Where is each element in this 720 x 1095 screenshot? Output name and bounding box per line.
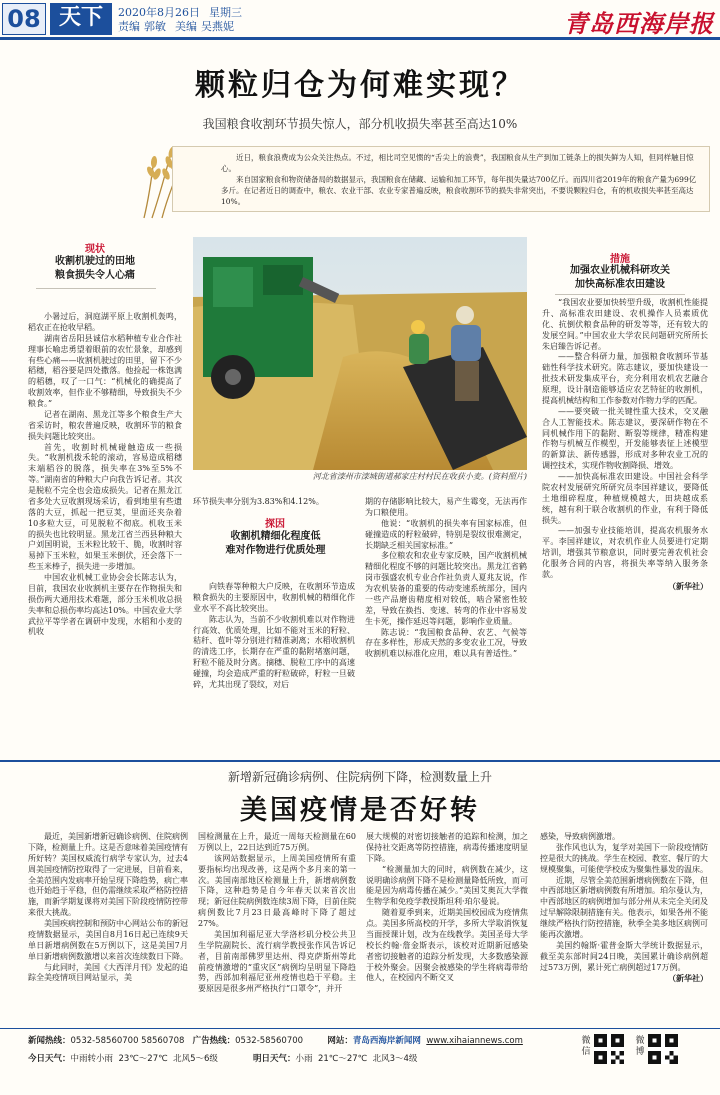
issue-date: 2020年8月26日 [118, 6, 200, 19]
label-status: 现状 [85, 244, 105, 255]
paragraph: ——整合科研力量，加强粮食收割环节基础性科学技术研究。陈志建议，要加快建设一批技术研发集成平台，充分利用农机农艺融合原理，设计制造能够适应农艺特征的收割机，提高机械结构和工作参数对作物力学的匹配。 [542, 352, 708, 405]
article2-kicker: 新增新冠确诊病例、住院病例下降，检测数量上升 [227, 770, 492, 784]
harvest-photo [193, 237, 527, 470]
left-heading-line: 收割机驶过的田地 [55, 256, 135, 267]
paragraph: 美国加利福尼亚大学洛杉矶分校公共卫生学院副院长、流行病学教授张作风告诉记者，目前南部佛罗里达州、得克萨斯州等此前疫情激增的“重灾区”病例均呈明显下降趋势，西部加利福尼亚州疫情也趋于平稳。主要原因是很多州严格执行“口罩令”，并开 [198, 929, 356, 994]
paragraph: 随着夏季到来，近期美国校园成为疫情焦点。美国多所高校的开学，多所大学取消恢复当面授课计划，改为在线教学。美国圣母大学校长约翰·詹金斯表示，该校对近期新冠感染者密切接触者的追踪分析发现，大多数感染源于校外聚会。因聚会被感染的学生将病毒带给他人，在校园内不断交叉 [366, 908, 528, 983]
page-number: 08 [2, 3, 46, 35]
left-section-heading [20, 255, 170, 282]
paragraph: 多位粮农和农业专家反映，国产收割机械精细化程度不够的问题比较突出。黑龙江省鹤岗市强盛农机专业合作社负责人夏兆友说，作为农机装备的重要的传动变速系统部分，国内一些产品磨齿精度相对较低，啮合紧密性较差，导致在换挡、变速、转弯的作业中容易发生卡死，操作延迟等问题，影响作业质量。 [365, 551, 527, 626]
divider [36, 288, 156, 289]
paragraph: 他说：“收割机的损失率有国家标准，但碰撞造成的籽粒破碎，特别是裂纹很难测定，长期缺乏相关国家标准。” [365, 518, 527, 550]
right-heading-line: 加快高标准农田建设 [575, 278, 665, 290]
designer-label: 美编 [175, 20, 197, 33]
website-url[interactable]: www.xihaiannews.com [426, 1036, 523, 1046]
news-hotline: 0532-58560700 58560708 [70, 1036, 185, 1046]
weibo-label: 微博 [635, 1036, 645, 1057]
ad-hotline: 0532-58560700 [235, 1036, 304, 1046]
paragraph: 小暑过后，洞庭湖平原上收割机轰鸣，稻农正在抢收早稻。 [28, 312, 182, 332]
paragraph: 美国疾病控制和预防中心网站公布的新冠疫情数据显示，美国自8月16日起已连续9天单日新增病例数在5万例以下，这是美国7月单日新增病例数激增以来首次连续数日下降。 [28, 919, 188, 961]
article2-title: 美国疫情是否好转 [240, 795, 480, 826]
photo-caption: 河北省滦州市滦城街道郝家庄村村民在收获小麦。(资料照片) [312, 472, 527, 481]
section-name: 天下 [50, 3, 112, 35]
editor-label: 责编 [118, 20, 140, 33]
designer-name: 吴燕妮 [201, 20, 234, 33]
paragraph: ——加强专业技能培训，提高农机服务水平。李国祥建议，对农机作业人员要进行定期培训，增强其节粮意识，同时要完善农机社会化服务合同的内容，将损失率等纳入服务条款。 [542, 526, 708, 579]
weibo-qr-icon[interactable] [648, 1034, 678, 1064]
paragraph: 期的存储影响比较大，易产生霉变，无法再作为口粮使用。 [365, 497, 527, 517]
paragraph: 展大规模的对密切接触者的追踪和检测，加之保持社交距离等防控措施，病毒传播速度明显下降。 [366, 832, 528, 863]
paragraph: 张作风也认为，复学对美国下一阶段疫情防控是很大的挑战。学生在校园、教室、餐厅的大规模聚集，可能使学校成为聚集性暴发的温床。 [540, 842, 708, 874]
paragraph: 与此同时，美国《大西洋月刊》发起的追踪全美疫情项目网站显示，美 [28, 962, 188, 983]
website-label: 网站： [327, 1036, 353, 1046]
paragraph: 近期，尽管全美范围新增病例数在下降，但中西部地区新增病例数有所增加。珀尔曼认为，中西部地区的病例增加与部分州从未完全关闭及过早解除限制措施有关。他表示，如果各州不能继续严格执行防控措施，秋季全美多地区病例可能再次激增。 [540, 875, 708, 939]
paragraph: 最近，美国新增新冠确诊病例、住院病例下降，检测量上升。这是否意味着美国疫情有所好转？美国权威流行病学专家认为，过去4周美国疫情防控取得了一定进展，目前看来，全美范围内发病率开始呈现下降趋势，病亡率也开始趋于平稳，但仍需继续采取严格防控措施，而新学期复课将对美国下阶段疫情防控带来很大挑战。 [28, 832, 188, 918]
newspaper-logo: 青岛西海岸报 [564, 9, 714, 38]
paragraph: 感染，导致病例激增。 [540, 832, 620, 841]
middle-heading-line: 难对作物进行优质处理 [225, 544, 326, 556]
weather-today-label: 今日天气： [28, 1054, 71, 1064]
article1-right-mid-column [365, 497, 527, 741]
paragraph: 国检测量在上升，最近一周每天检测量在60万例以上，22日达到近75万例。 [198, 832, 356, 852]
wechat-qr-icon[interactable] [594, 1034, 624, 1064]
paragraph: 记者在湖南、黑龙江等多个粮食生产大省采访时，粮农普遍反映，收割环节的粮食损失问题比较突出。 [28, 409, 182, 441]
article2-column-2 [198, 832, 356, 1024]
paragraph: 首先，收割时机械碰触造成一些损失。“收割机拨禾轮的滚动，容易造成稻穗末端稻谷的脱落，损失率在3%至5%不等。”湖南省的种粮大户向我告诉记者。其次是脱粒不完全也会造成损失。记者在黑龙江省多处大豆收割现场采访，看到地里有些遗落的大豆，抓起一把豆荚，里面还夹杂着10多粒大豆，可见脱粒不彻底。机收玉米的损失也比较明显。黑龙江省兰西县种粮大户刘国明说，玉米粒比较干、脆，收割时容易掉下玉米粒，如果玉米倒伏，还会落下一些玉米棒子，损失进一步增加。 [28, 442, 182, 572]
article1-middle-column [193, 582, 355, 742]
paragraph: 陈志说：“我国粮食品种、农艺、气候等存在多样性，形成天然的多变农业工况，导致收割机难以标准化应用，难以具有普适性。” [365, 627, 527, 659]
article2-column-3 [366, 832, 528, 1024]
website-name: 青岛西海岸新闻网 [352, 1036, 421, 1046]
article1-intro-box [172, 146, 710, 212]
footer-contact-line [28, 1034, 523, 1046]
wind-today: 北风5～6级 [173, 1054, 218, 1064]
paragraph: 湖南省岳阳县诚信水稻种植专业合作社理事长喻忠勇望着眼前的农忙景象，却感到有些心痛——收割机驶过的田里，留下不少稻穗，稻谷要是四处撒落。他捡起一株饱满的稻穗，叹了一口气：“机械化的确提高了收割效率，但作业不够精细，导致损失不少粮食。” [28, 333, 182, 408]
weather-tomorrow-label: 明日天气： [253, 1054, 296, 1064]
paragraph: 该网站数据显示，上周美国疫情所有重要指标均出现改善，这是两个多月来的第一次。美国南部地区检测量上升，新增病例数下降，这种趋势是自今年春天以来首次出现；新冠住院病例数连续3周下降，目前住院病例数比7月23日最高峰时下降了超过27%。 [198, 853, 356, 928]
article1-signature: （新华社） [668, 580, 708, 591]
paragraph: 美国约翰斯·霍普金斯大学统计数据显示，截至美东部时间24日晚，美国累计确诊病例超过573万例，累计死亡病例超过17万例。 [540, 940, 708, 972]
article1-subtitle: 我国粮食收割环节损失惊人，部分机收损失率甚至高达10% [202, 117, 518, 131]
weather-tomorrow: 小雨 [295, 1054, 313, 1064]
header-info [118, 6, 251, 34]
intro-paragraph: 近日，粮食浪费成为公众关注热点。不过，相比司空见惯的“舌尖上的浪费”，我国粮食从生产到加工链条上的损失鲜为人知，但同样触目惊心。 [221, 153, 694, 173]
footer-weather-line [28, 1052, 417, 1064]
news-hotline-label: 新闻热线： [28, 1036, 71, 1046]
paragraph: ——加快高标准农田建设。中国社会科学院农村发展研究所研究员李国祥建议，要降低土地细碎程度，种植规模越大，田块越成系统，越有利于联合收割机的作业，有利于降低损失。 [542, 472, 708, 525]
ad-hotline-label: 广告热线： [192, 1036, 236, 1046]
editor-name: 郭敏 [144, 20, 166, 33]
temp-tomorrow: 21℃～27℃ [317, 1054, 368, 1064]
wechat-label: 微信 [581, 1036, 591, 1057]
article1-left-column [28, 312, 182, 737]
weather-today: 中雨转小雨 [70, 1054, 114, 1064]
paragraph: 陈志认为，当前不少收割机难以对作物进行高效、优质处理，比如不能对玉米的籽粒、秸秆、苞叶等分别进行精准剥离；水稻收割机的清选工序，长期存在严重的黏附堵塞问题，籽粒不能及时分离。摘穗、脱粒工序中的高速碰撞，均会造成严重的籽粒破碎，籽粒一旦破碎，尤其出现了裂纹，对后 [193, 614, 355, 689]
paragraph: “我国农业要加快转型升级，收割机性能提升、高标准农田建设、农机操作人员素质优化、抗倒伏粮食品种的研发等等，还有较大的发展空间。”中国农业大学农民问题研究所所长朱启臻告诉记者。 [542, 298, 708, 351]
intro-paragraph: 来自国家粮食和物资储备局的数据显示，我国粮食在储藏、运输和加工环节，每年损失量达700亿斤。而四川省2019年的粮食产量为699亿多斤。在记者近日的调查中，粮农、农业干部、农业专家普遍反映，粮食收割环节的损失非常突出，不要说颗粒归仓，有的机收损失率甚至高达10%。 [221, 174, 697, 206]
label-measures: 措施 [610, 254, 630, 265]
left-heading-line: 粮食损失令人心痛 [55, 269, 135, 281]
article1-middle-top-line [193, 497, 353, 508]
temp-today: 23℃～27℃ [118, 1054, 168, 1064]
wind-tomorrow: 北风3～4级 [372, 1054, 418, 1064]
article2-column-4 [540, 832, 708, 1024]
middle-section-heading [193, 530, 358, 557]
paragraph: 中国农业机械工业协会会长陈志认为，目前，我国农业收割机主要存在作物损失和损伤两大通用技术难题，部分玉米机收总损失率和总损伤率均高达10%。中国农业大学武拉平等学者在调研中发现，水稻和小麦的机收 [28, 573, 182, 637]
middle-heading-line: 收割机精细化程度低 [230, 531, 321, 542]
article2-signature: （新华社） [668, 973, 708, 984]
page-header [0, 0, 720, 40]
section-separator [0, 760, 720, 762]
right-heading-line: 加强农业机械科研攻关 [570, 265, 670, 276]
article1-title: 颗粒归仓为何难实现？ [195, 68, 525, 103]
divider [555, 294, 685, 295]
article2-column-1 [28, 832, 188, 1024]
article1-right-column [542, 298, 708, 756]
issue-weekday: 星期三 [209, 6, 242, 19]
paragraph: 环节损失率分别为3.83%和4.12%。 [193, 497, 324, 506]
label-cause: 探因 [265, 519, 285, 530]
paragraph: “检测量加大的同时，病例数在减少，这说明确诊病例下降不是检测量降低所致，而可能是因为病毒传播在减少。”美国艾奥瓦大学微生物学和免疫学教授斯坦利·珀尔曼说。 [366, 864, 528, 907]
footer-rule [0, 1028, 720, 1029]
paragraph: 向铁春等种粮大户反映，在收割环节造成粮食损失的主要原因中，收割机械的精细化作业水平不高比较突出。 [193, 582, 355, 613]
right-section-heading [540, 264, 700, 291]
paragraph: ——要突破一批关键性重大技术，交叉融合人工智能技术。陈志建议，要深研作物在不同机械作用下的黏附、断裂等规律，精准构建作物与机械互作模型，开发能够表征上述模型的新算法、新传感器，形成对多种农业工况的调控技术，实现作物收割降损、增效。 [542, 406, 708, 471]
